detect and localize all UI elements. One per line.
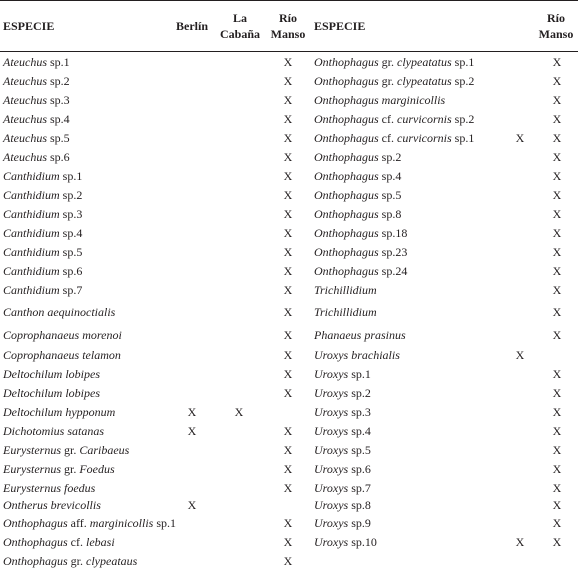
species-name-part: cf. <box>67 535 86 549</box>
species-name-part: Deltochilum lobipes <box>3 386 100 400</box>
species-name-part: sp.2 <box>348 386 371 400</box>
right-species-name <box>314 282 377 298</box>
presence-mark-rio-manso: X <box>283 207 293 221</box>
species-name-part: gr. <box>61 443 80 457</box>
species-name-part: sp.5 <box>348 443 371 457</box>
species-name-part: sp.3 <box>47 93 70 107</box>
species-name-part: sp.3 <box>59 207 83 221</box>
species-name-part: Coprophanaeus morenoi <box>3 328 122 342</box>
right-species-name <box>314 423 371 439</box>
species-name-part: Onthophagus <box>314 226 379 240</box>
species-name-part: Onthophagus <box>314 131 379 145</box>
presence-mark-rio-manso: X <box>283 554 293 568</box>
species-name-part: sp.18 <box>378 226 408 240</box>
species-name-part: sp.5 <box>59 245 83 259</box>
header-rio-manso-right-line2: Manso <box>538 27 574 41</box>
species-name-part: Phanaeus prasinus <box>314 328 406 342</box>
presence-mark-rio-manso: X <box>283 386 293 400</box>
species-name-part: sp.23 <box>378 245 408 259</box>
presence-mark-rio-manso: X <box>552 207 562 221</box>
presence-mark-berlin: X <box>515 348 525 362</box>
right-species-name <box>314 461 371 477</box>
species-name-part: sp.8 <box>348 498 371 512</box>
species-name-part: cf. <box>378 131 397 145</box>
presence-mark-rio-manso: X <box>283 150 293 164</box>
presence-mark-rio-manso: X <box>552 283 562 297</box>
right-species-name <box>314 54 474 70</box>
presence-mark-rio-manso: X <box>283 283 293 297</box>
species-name-part: Onthophagus marginicollis <box>314 93 446 107</box>
header-la-cabana-line1: La <box>232 11 247 25</box>
species-name-part: Uroxys <box>314 498 349 512</box>
species-name-part: sp.2 <box>378 150 402 164</box>
right-species-name <box>314 111 474 127</box>
right-species-name <box>314 534 377 550</box>
right-species-name <box>314 187 401 203</box>
species-name-part: clypeatatus <box>397 55 452 69</box>
species-name-part: Eurysternus <box>3 443 61 457</box>
right-species-name <box>314 366 371 382</box>
species-name-part: sp.9 <box>348 516 371 530</box>
species-name-part: Dichotomius satanas <box>3 424 105 438</box>
presence-mark-rio-manso: X <box>283 188 293 202</box>
right-species-name <box>314 442 371 458</box>
presence-mark-rio-manso: X <box>552 424 562 438</box>
species-name-part: sp.1 <box>59 169 83 183</box>
left-species-name <box>3 461 115 477</box>
left-species-name <box>3 366 100 382</box>
species-name-part: Deltochilum hypponum <box>3 405 116 419</box>
species-name-part: curvicornis <box>397 112 452 126</box>
presence-mark-berlin: X <box>515 535 525 549</box>
species-name-part: cf. <box>378 112 397 126</box>
presence-mark-rio-manso: X <box>552 405 562 419</box>
left-species-name <box>3 385 100 401</box>
header-la-cabana <box>218 10 262 42</box>
presence-mark-rio-manso: X <box>283 245 293 259</box>
presence-mark-rio-manso: X <box>552 93 562 107</box>
species-name-part: sp.10 <box>348 535 377 549</box>
left-species-name <box>3 168 82 184</box>
species-name-part: Canthidium <box>3 264 60 278</box>
species-name-part: Foedus <box>79 462 115 476</box>
presence-mark-rio-manso: X <box>283 131 293 145</box>
species-name-part: Onthophagus <box>314 245 379 259</box>
right-species-name <box>314 263 407 279</box>
left-species-name <box>3 497 101 513</box>
species-name-part: sp.6 <box>59 264 83 278</box>
species-name-part: Ontherus brevicollis <box>3 498 101 512</box>
header-berlin: Berlín <box>176 19 208 33</box>
header-rio-manso-right <box>535 10 577 42</box>
species-name-part: Uroxys <box>314 443 349 457</box>
species-name-part: Ateuchus <box>3 74 47 88</box>
presence-mark-rio-manso: X <box>552 74 562 88</box>
species-name-part: Uroxys <box>314 535 349 549</box>
species-name-part: Canthon aequinoctialis <box>3 305 116 319</box>
presence-mark-rio-manso: X <box>552 443 562 457</box>
left-species-name <box>3 404 115 420</box>
presence-mark-rio-manso: X <box>552 264 562 278</box>
left-species-name <box>3 534 115 550</box>
species-name-part: sp.5 <box>378 188 402 202</box>
species-name-part: sp.3 <box>348 405 371 419</box>
species-name-part: sp.1 <box>47 55 70 69</box>
right-species-name <box>314 130 474 146</box>
species-name-part: Uroxys <box>314 405 349 419</box>
species-name-part: Canthidium <box>3 283 60 297</box>
presence-mark-rio-manso: X <box>283 93 293 107</box>
species-name-part: sp.7 <box>59 283 83 297</box>
presence-mark-rio-manso: X <box>283 74 293 88</box>
species-name-part: Ateuchus <box>3 112 47 126</box>
species-name-part: Trichillidium <box>314 305 377 319</box>
species-name-part: Onthophagus <box>314 264 379 278</box>
presence-mark-rio-manso: X <box>552 367 562 381</box>
presence-mark-rio-manso: X <box>283 462 293 476</box>
species-name-part: Uroxys <box>314 367 349 381</box>
species-name-part: sp.6 <box>47 150 70 164</box>
right-species-name <box>314 480 371 496</box>
species-name-part: lebasi <box>86 535 115 549</box>
right-species-name <box>314 92 445 108</box>
presence-mark-rio-manso: X <box>283 424 293 438</box>
left-species-name <box>3 111 70 127</box>
species-name-part: sp.1 <box>451 55 475 69</box>
presence-mark-rio-manso: X <box>283 226 293 240</box>
species-name-part: Onthophagus <box>314 150 379 164</box>
header-la-cabana-line2: Cabaña <box>219 27 260 41</box>
presence-mark-berlin: X <box>187 424 197 438</box>
presence-mark-rio-manso: X <box>552 226 562 240</box>
species-name-part: Onthophagus <box>3 554 68 568</box>
right-species-name <box>314 497 371 513</box>
left-species-name <box>3 73 70 89</box>
presence-mark-rio-manso: X <box>552 498 562 512</box>
species-name-part: Eurysternus foedus <box>3 481 96 495</box>
species-name-part: Canthidium <box>3 188 60 202</box>
species-name-part: gr. <box>67 554 87 568</box>
species-name-part: Ateuchus <box>3 131 47 145</box>
right-species-name <box>314 244 407 260</box>
species-name-part: Canthidium <box>3 245 60 259</box>
species-name-part: clypeatatus <box>397 74 452 88</box>
species-name-part: sp.4 <box>59 226 83 240</box>
presence-mark-rio-manso: X <box>283 305 293 319</box>
species-name-part: Onthophagus <box>3 516 68 530</box>
species-name-part: sp.2 <box>59 188 83 202</box>
right-species-name <box>314 225 407 241</box>
left-species-name <box>3 187 82 203</box>
header-especie-left: ESPECIE <box>3 19 55 33</box>
header-especie-right: ESPECIE <box>314 19 366 33</box>
species-name-part: clypeataus <box>86 554 138 568</box>
left-species-name <box>3 304 115 320</box>
right-species-name <box>314 327 406 343</box>
species-name-part: Caribaeus <box>79 443 130 457</box>
right-species-name <box>314 168 401 184</box>
species-name-part: sp.1 <box>153 516 177 530</box>
left-species-name <box>3 54 70 70</box>
header-bottom-rule <box>0 51 578 52</box>
species-name-part: Onthophagus <box>314 55 379 69</box>
species-name-part: sp.1 <box>348 367 371 381</box>
presence-mark-rio-manso: X <box>283 328 293 342</box>
species-name-part: Ateuchus <box>3 150 47 164</box>
right-species-name <box>314 206 401 222</box>
presence-mark-rio-manso: X <box>283 443 293 457</box>
presence-mark-rio-manso: X <box>283 535 293 549</box>
species-name-part: sp.2 <box>451 74 475 88</box>
species-name-part: Ateuchus <box>3 55 47 69</box>
species-name-part: sp.7 <box>348 481 371 495</box>
header-rio-manso-left-line2: Manso <box>270 27 306 41</box>
species-name-part: Uroxys <box>314 462 349 476</box>
species-name-part: Canthidium <box>3 169 60 183</box>
left-species-name <box>3 244 82 260</box>
species-name-part: sp.4 <box>47 112 70 126</box>
presence-mark-rio-manso: X <box>552 305 562 319</box>
left-species-name <box>3 553 137 569</box>
presence-mark-rio-manso: X <box>283 481 293 495</box>
left-species-name <box>3 442 129 458</box>
presence-mark-rio-manso: X <box>552 55 562 69</box>
presence-mark-rio-manso: X <box>552 188 562 202</box>
species-name-part: Coprophanaeus telamon <box>3 348 121 362</box>
species-name-part: curvicornis <box>397 131 452 145</box>
presence-mark-rio-manso: X <box>283 55 293 69</box>
species-name-part: Canthidium <box>3 226 60 240</box>
left-species-name <box>3 282 82 298</box>
species-name-part: sp.2 <box>47 74 70 88</box>
left-species-name <box>3 347 121 363</box>
species-name-part: Ateuchus <box>3 93 47 107</box>
left-species-name <box>3 263 82 279</box>
presence-mark-la-cabana: X <box>234 405 244 419</box>
presence-mark-rio-manso: X <box>283 264 293 278</box>
species-name-part: sp.6 <box>348 462 371 476</box>
left-species-name <box>3 327 122 343</box>
presence-mark-rio-manso: X <box>283 112 293 126</box>
species-name-part: sp.4 <box>348 424 371 438</box>
table-top-rule <box>0 0 578 1</box>
species-name-part: Onthophagus <box>3 535 68 549</box>
left-species-name <box>3 92 70 108</box>
species-name-part: Canthidium <box>3 207 60 221</box>
right-species-name <box>314 515 371 531</box>
right-species-name <box>314 385 371 401</box>
species-name-part: sp.1 <box>451 131 475 145</box>
presence-mark-rio-manso: X <box>552 481 562 495</box>
species-name-part: gr. <box>378 74 398 88</box>
presence-mark-rio-manso: X <box>552 328 562 342</box>
right-species-name <box>314 404 371 420</box>
presence-mark-rio-manso: X <box>552 150 562 164</box>
header-rio-manso-left <box>268 10 308 42</box>
presence-mark-rio-manso: X <box>552 112 562 126</box>
presence-mark-rio-manso: X <box>283 516 293 530</box>
presence-mark-rio-manso: X <box>552 386 562 400</box>
header-rio-manso-right-line1: Río <box>547 11 565 25</box>
presence-mark-rio-manso: X <box>283 348 293 362</box>
left-species-name <box>3 130 70 146</box>
left-species-name <box>3 225 82 241</box>
right-species-name <box>314 347 400 363</box>
presence-mark-rio-manso: X <box>552 131 562 145</box>
left-species-name <box>3 149 70 165</box>
species-name-part: Onthophagus <box>314 112 379 126</box>
presence-mark-rio-manso: X <box>552 462 562 476</box>
species-name-part: Onthophagus <box>314 207 379 221</box>
presence-mark-rio-manso: X <box>283 367 293 381</box>
species-name-part: aff. <box>67 516 90 530</box>
left-species-name <box>3 423 104 439</box>
species-name-part: Onthophagus <box>314 188 379 202</box>
presence-mark-rio-manso: X <box>552 169 562 183</box>
presence-mark-rio-manso: X <box>552 516 562 530</box>
right-species-name <box>314 304 377 320</box>
presence-mark-berlin: X <box>187 405 197 419</box>
left-species-name <box>3 206 82 222</box>
species-name-part: gr. <box>378 55 398 69</box>
left-species-name <box>3 480 95 496</box>
species-name-part: sp.4 <box>378 169 402 183</box>
presence-mark-rio-manso: X <box>552 245 562 259</box>
species-name-part: Eurysternus <box>3 462 61 476</box>
species-name-part: marginicollis <box>89 516 154 530</box>
presence-mark-berlin: X <box>515 131 525 145</box>
species-name-part: Uroxys brachialis <box>314 348 400 362</box>
species-name-part: Deltochilum lobipes <box>3 367 100 381</box>
right-species-name <box>314 73 474 89</box>
species-name-part: Onthophagus <box>314 74 379 88</box>
species-name-part: sp.8 <box>378 207 402 221</box>
species-name-part: Uroxys <box>314 516 349 530</box>
left-species-name <box>3 515 176 531</box>
header-rio-manso-left-line1: Río <box>279 11 297 25</box>
species-name-part: sp.24 <box>378 264 408 278</box>
species-name-part: sp.2 <box>451 112 475 126</box>
species-name-part: Trichillidium <box>314 283 377 297</box>
species-name-part: sp.5 <box>47 131 70 145</box>
species-name-part: Uroxys <box>314 481 349 495</box>
right-species-name <box>314 149 401 165</box>
presence-mark-rio-manso: X <box>552 535 562 549</box>
species-name-part: Onthophagus <box>314 169 379 183</box>
presence-mark-berlin: X <box>187 498 197 512</box>
species-name-part: Uroxys <box>314 424 349 438</box>
presence-mark-rio-manso: X <box>283 169 293 183</box>
species-name-part: Uroxys <box>314 386 349 400</box>
species-name-part: gr. <box>61 462 80 476</box>
